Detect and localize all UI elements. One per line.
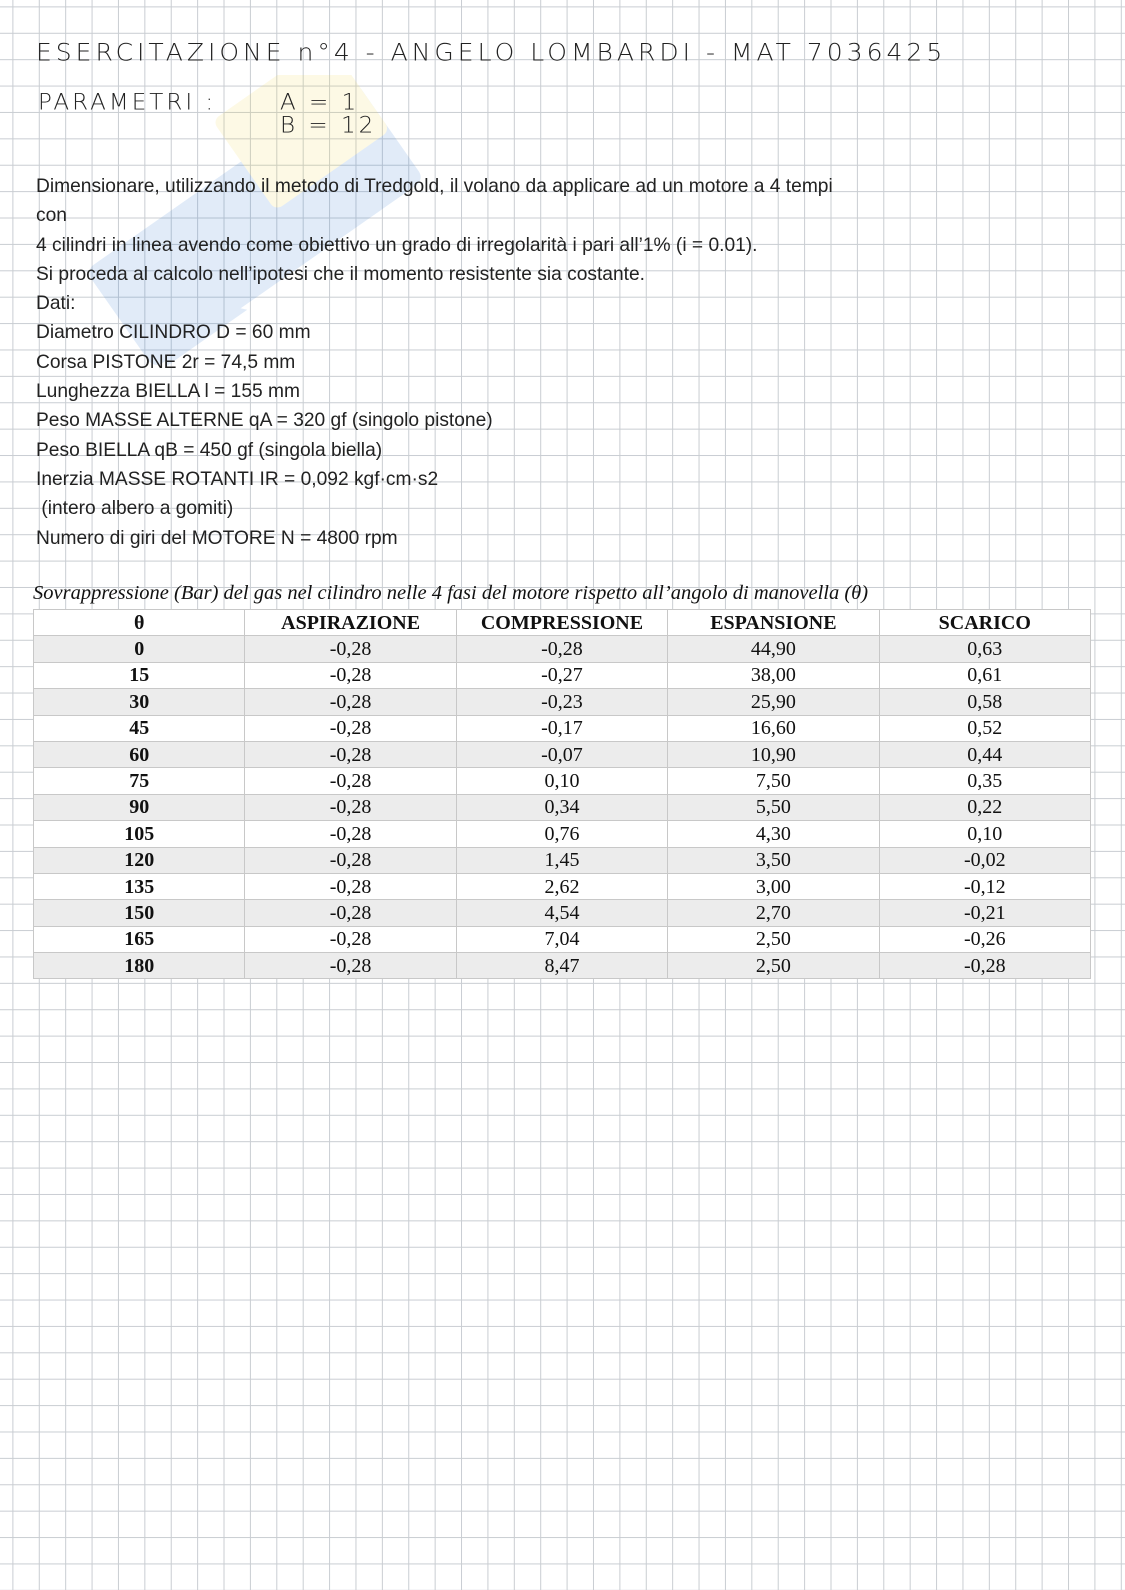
table-cell: 5,50 — [668, 794, 879, 820]
theta-cell: 45 — [34, 715, 245, 741]
handwritten-params-label: PARAMETRI : — [38, 90, 217, 116]
table-cell: 2,50 — [668, 953, 879, 979]
table-cell: 44,90 — [668, 636, 879, 662]
theta-cell: 150 — [34, 900, 245, 926]
theta-cell: 105 — [34, 821, 245, 847]
table-cell: 0,52 — [879, 715, 1090, 741]
table-cell: -0,28 — [245, 662, 456, 688]
table-cell: -0,28 — [245, 926, 456, 952]
given-inertia-note: (intero albero a gomiti) — [36, 498, 234, 520]
table-cell: 0,76 — [456, 821, 667, 847]
table-row — [34, 715, 1091, 741]
table-row — [34, 794, 1091, 820]
theta-cell: 60 — [34, 741, 245, 767]
theta-cell: 120 — [34, 847, 245, 873]
theta-cell: 165 — [34, 926, 245, 952]
handwritten-param-a: A = 1 — [280, 90, 360, 116]
table-cell: -0,28 — [245, 873, 456, 899]
table-cell: -0,28 — [456, 636, 667, 662]
given-stroke: Corsa PISTONE 2r = 74,5 mm — [36, 351, 296, 373]
intro-line: 4 cilindri in linea avendo come obiettivo un grado di irregolarità i pari all’1% (i = 0.01). — [36, 234, 758, 256]
table-cell: -0,28 — [245, 847, 456, 873]
theta-cell: 75 — [34, 768, 245, 794]
pressure-table — [33, 609, 1091, 979]
theta-cell: 30 — [34, 689, 245, 715]
table-cell: 3,50 — [668, 847, 879, 873]
table-cell: 0,34 — [456, 794, 667, 820]
table-cell: 2,70 — [668, 900, 879, 926]
table-caption: Sovrappressione (Bar) del gas nel cilindro nelle 4 fasi del motore rispetto all’angolo di manovella (θ) — [33, 582, 869, 604]
col-header-aspirazione: ASPIRAZIONE — [245, 610, 456, 636]
table-row — [34, 768, 1091, 794]
table-row — [34, 873, 1091, 899]
intro-line: con — [36, 205, 67, 227]
theta-cell: 90 — [34, 794, 245, 820]
theta-cell: 180 — [34, 953, 245, 979]
table-cell: 10,90 — [668, 741, 879, 767]
table-cell: -0,28 — [879, 953, 1090, 979]
table-row — [34, 662, 1091, 688]
table-cell: -0,27 — [456, 662, 667, 688]
table-cell: -0,28 — [245, 741, 456, 767]
problem-statement — [36, 172, 996, 553]
table-cell: 2,62 — [456, 873, 667, 899]
intro-line: Dimensionare, utilizzando il metodo di Tredgold, il volano da applicare ad un motore a 4 tempi — [36, 176, 833, 197]
table-cell: -0,07 — [456, 741, 667, 767]
table-cell: 4,54 — [456, 900, 667, 926]
table-cell: 38,00 — [668, 662, 879, 688]
table-cell: -0,21 — [879, 900, 1090, 926]
given-diameter: Diametro CILINDRO D = 60 mm — [36, 322, 311, 344]
table-cell: -0,28 — [245, 636, 456, 662]
table-cell: 0,58 — [879, 689, 1090, 715]
given-alternating-mass: Peso MASSE ALTERNE qA = 320 gf (singolo pistone) — [36, 410, 493, 432]
table-cell: -0,02 — [879, 847, 1090, 873]
given-rotating-inertia: Inerzia MASSE ROTANTI IR = 0,092 kgf·cm·s2 — [36, 468, 439, 490]
theta-cell: 0 — [34, 636, 245, 662]
table-cell: 7,50 — [668, 768, 879, 794]
col-header-compressione: COMPRESSIONE — [456, 610, 667, 636]
table-body — [34, 636, 1091, 979]
theta-cell: 135 — [34, 873, 245, 899]
table-cell: 0,10 — [456, 768, 667, 794]
intro-line: Si proceda al calcolo nell’ipotesi che il momento resistente sia costante. — [36, 263, 645, 285]
table-cell: -0,28 — [245, 900, 456, 926]
given-rod-weight: Peso BIELLA qB = 450 gf (singola biella) — [36, 439, 383, 461]
table-cell: 3,00 — [668, 873, 879, 899]
table-cell: 16,60 — [668, 715, 879, 741]
table-cell: 8,47 — [456, 953, 667, 979]
table-header-row — [34, 610, 1091, 636]
table-cell: 1,45 — [456, 847, 667, 873]
table-cell: 4,30 — [668, 821, 879, 847]
theta-cell: 15 — [34, 662, 245, 688]
table-cell: 0,44 — [879, 741, 1090, 767]
table-cell: -0,23 — [456, 689, 667, 715]
table-row — [34, 900, 1091, 926]
table-cell: -0,28 — [245, 768, 456, 794]
table-cell: 0,35 — [879, 768, 1090, 794]
col-header-theta: θ — [34, 610, 245, 636]
table-cell: 2,50 — [668, 926, 879, 952]
table-cell: 7,04 — [456, 926, 667, 952]
table-cell: -0,26 — [879, 926, 1090, 952]
handwritten-param-b: B = 12 — [280, 113, 377, 139]
table-cell: -0,12 — [879, 873, 1090, 899]
table-cell: 0,22 — [879, 794, 1090, 820]
table-cell: -0,28 — [245, 794, 456, 820]
handwritten-title: ESERCITAZIONE n°4 - ANGELO LOMBARDI - MAT 7036425 — [36, 38, 947, 67]
table-cell: 0,63 — [879, 636, 1090, 662]
table-row — [34, 821, 1091, 847]
given-rod-length: Lunghezza BIELLA l = 155 mm — [36, 381, 300, 403]
table-cell: 25,90 — [668, 689, 879, 715]
table-row — [34, 953, 1091, 979]
table-cell: -0,17 — [456, 715, 667, 741]
intro-line: Dati: — [36, 293, 76, 315]
table-cell: 0,61 — [879, 662, 1090, 688]
table-cell: -0,28 — [245, 953, 456, 979]
table-cell: 0,10 — [879, 821, 1090, 847]
table-row — [34, 636, 1091, 662]
table-row — [34, 926, 1091, 952]
table-row — [34, 689, 1091, 715]
given-engine-speed: Numero di giri del MOTORE N = 4800 rpm — [36, 527, 398, 549]
table-row — [34, 741, 1091, 767]
table-cell: -0,28 — [245, 689, 456, 715]
col-header-scarico: SCARICO — [879, 610, 1090, 636]
table-row — [34, 847, 1091, 873]
table-cell: -0,28 — [245, 715, 456, 741]
col-header-espansione: ESPANSIONE — [668, 610, 879, 636]
table-cell: -0,28 — [245, 821, 456, 847]
